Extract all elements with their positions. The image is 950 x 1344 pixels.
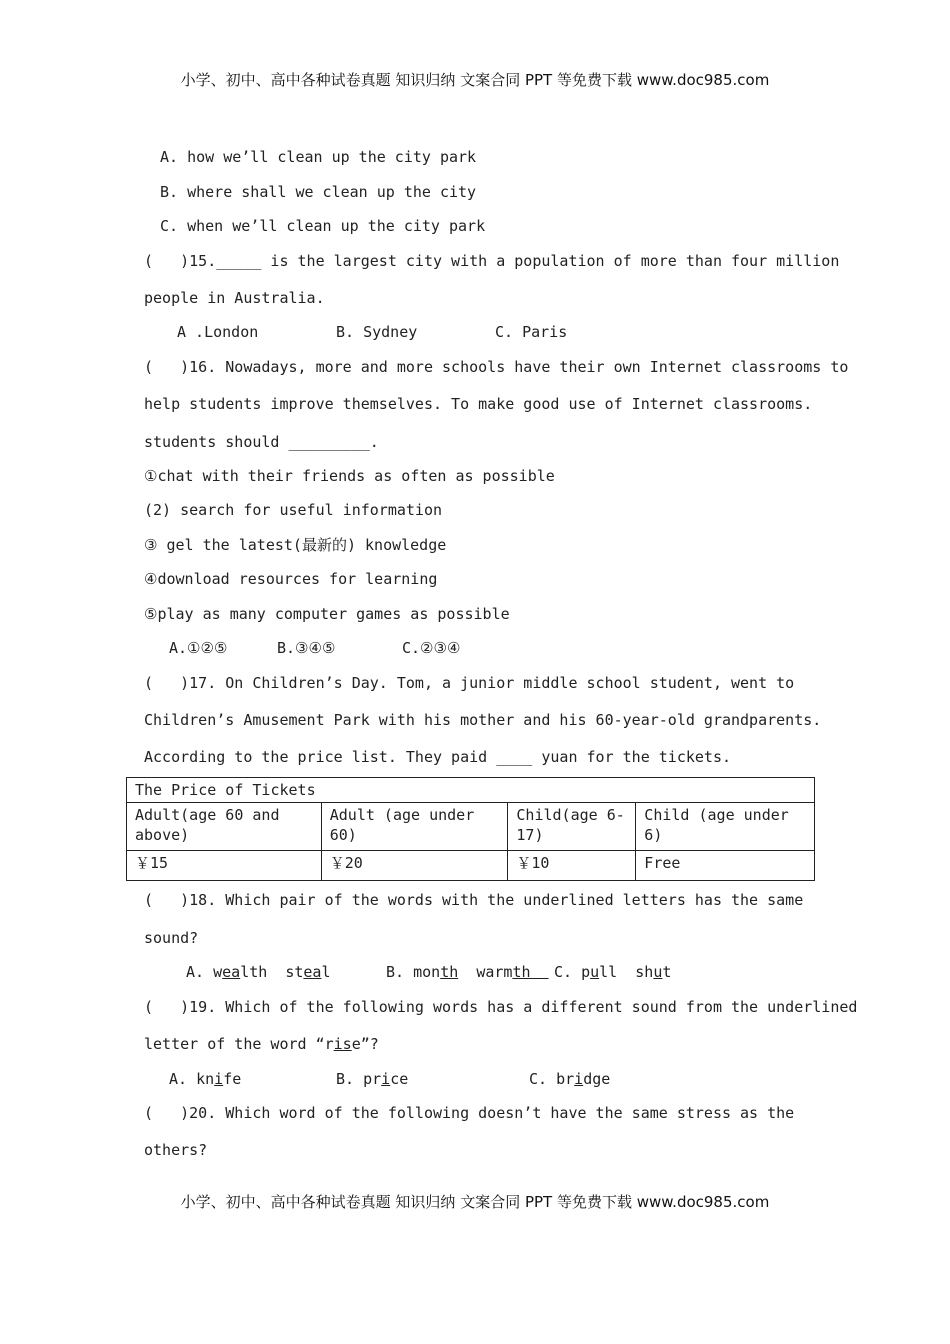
price-table — [126, 777, 815, 881]
q16-item-5: ⑤play as many computer games as possible — [144, 605, 510, 623]
q14-option-b: B. where shall we clean up the city — [160, 183, 477, 201]
price-table-price-cell: ￥15 — [127, 851, 322, 881]
page-footer: 小学、初中、高中各种试卷真题 知识归纳 文案合同 PPT 等免费下载 www.doc985.com — [180, 1193, 770, 1211]
price-table-title: The Price of Tickets — [127, 778, 815, 803]
q16-item-4: ④download resources for learning — [144, 570, 438, 588]
q15-option-b: B. Sydney — [336, 323, 418, 341]
q16-option-c: C.②③④ — [402, 639, 461, 657]
price-table-price-row — [127, 851, 815, 881]
q19-line-2: letter of the word “rise”? — [144, 1035, 379, 1053]
q15-line-1: ( )15._____ is the largest city with a population of more than four million — [144, 252, 840, 270]
price-table-header-cell: Child (age under 6) — [636, 803, 815, 851]
price-table-header-cell: Child(age 6-17) — [508, 803, 636, 851]
price-table-title-row — [127, 778, 815, 803]
q17-line-2: Children’s Amusement Park with his mother and his 60-year-old grandparents. — [144, 711, 822, 729]
price-table-price-cell: ￥20 — [321, 851, 508, 881]
q19-line-1: ( )19. Which of the following words has a different sound from the underlined — [144, 998, 858, 1016]
q18-option-c: C. pull shut — [554, 963, 672, 981]
page-header: 小学、初中、高中各种试卷真题 知识归纳 文案合同 PPT 等免费下载 www.doc985.com — [180, 71, 770, 89]
q20-line-1: ( )20. Which word of the following doesn’t have the same stress as the — [144, 1104, 795, 1122]
q14-option-a: A. how we’ll clean up the city park — [160, 148, 477, 166]
price-table-price-cell: ￥10 — [508, 851, 636, 881]
q18-option-a: A. wealth steal — [186, 963, 331, 981]
q19-option-c: C. bridge — [529, 1070, 611, 1088]
price-table-header-cell: Adult(age 60 and above) — [127, 803, 322, 851]
q19-option-b: B. price — [336, 1070, 409, 1088]
q20-line-2: others? — [144, 1141, 208, 1159]
q17-line-3: According to the price list. They paid ____ yuan for the tickets. — [144, 748, 731, 766]
price-table-price-cell: Free — [636, 851, 815, 881]
q16-option-b: B.③④⑤ — [277, 639, 336, 657]
q19-option-a: A. knife — [169, 1070, 242, 1088]
price-table-header-cell: Adult (age under 60) — [321, 803, 508, 851]
q16-line-1: ( )16. Nowadays, more and more schools have their own Internet classrooms to — [144, 358, 849, 376]
price-table-header-row — [127, 803, 815, 851]
q15-option-a: A .London — [177, 323, 259, 341]
q15-option-c: C. Paris — [495, 323, 568, 341]
q18-option-b: B. month warmth — [386, 963, 531, 981]
q18-line-1: ( )18. Which pair of the words with the underlined letters has the same — [144, 891, 804, 909]
q16-item-1: ①chat with their friends as often as possible — [144, 467, 555, 485]
q16-option-a: A.①②⑤ — [169, 639, 228, 657]
q14-option-c: C. when we’ll clean up the city park — [160, 217, 486, 235]
q16-line-2: help students improve themselves. To make good use of Internet classrooms. — [144, 395, 813, 413]
q17-line-1: ( )17. On Children’s Day. Tom, a junior middle school student, went to — [144, 674, 795, 692]
q15-line-2: people in Australia. — [144, 289, 325, 307]
q16-item-2: (2) search for useful information — [144, 501, 443, 519]
q16-item-3: ③ gel the latest(最新的) knowledge — [144, 536, 447, 554]
q16-line-3: students should _________. — [144, 433, 379, 451]
q18-line-2: sound? — [144, 929, 199, 947]
